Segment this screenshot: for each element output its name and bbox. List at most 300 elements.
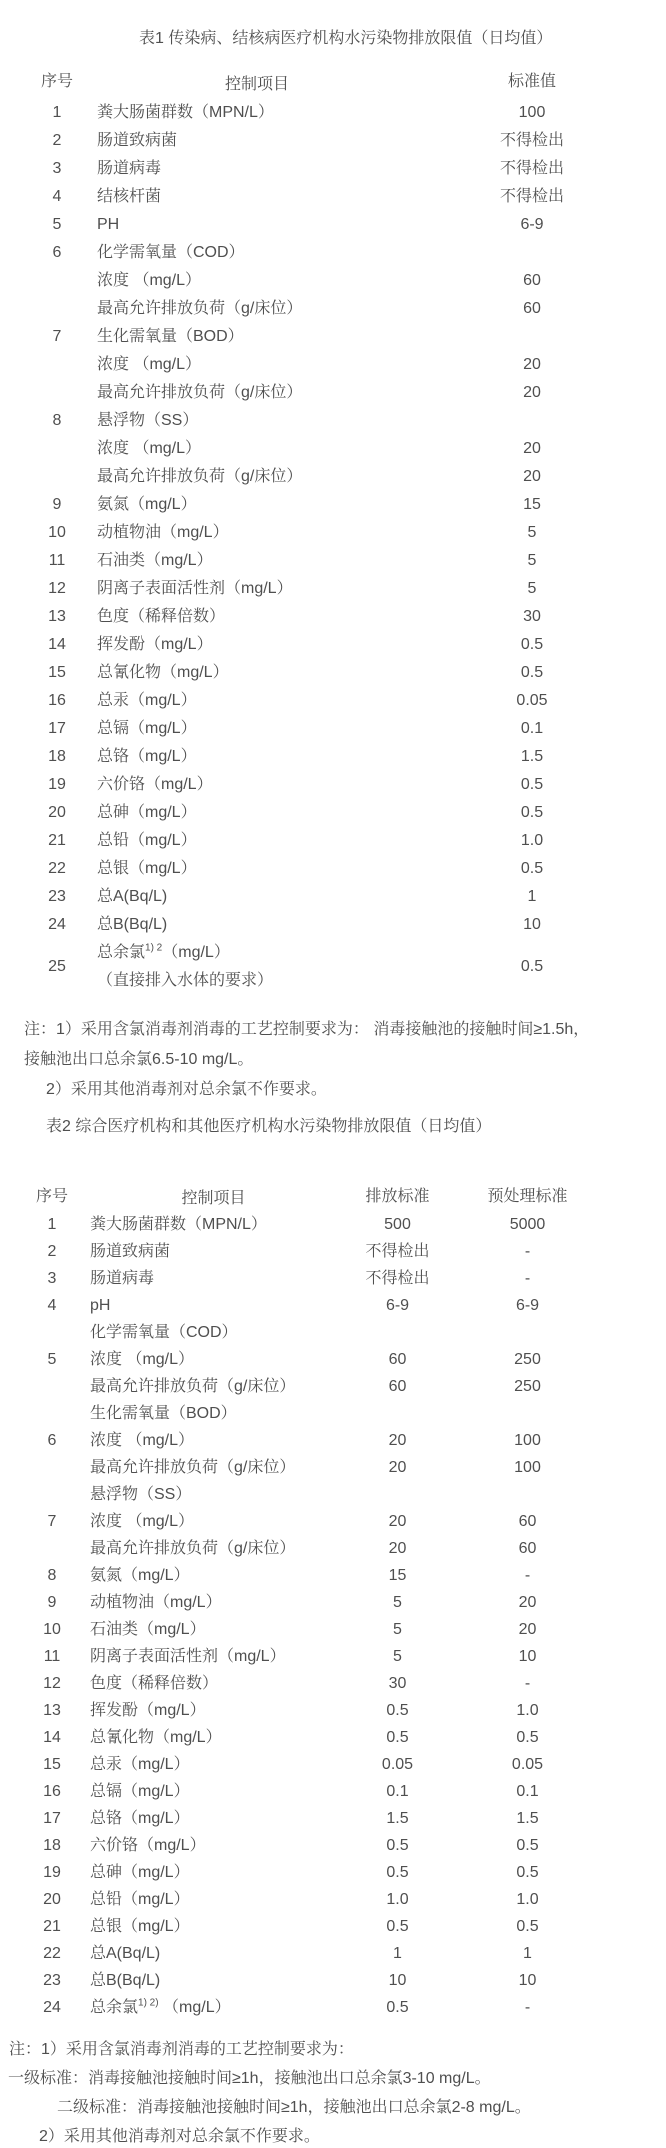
item-unit: （mg/L） (158, 1999, 231, 2016)
row-item (82, 1319, 345, 1346)
row-discharge-value: 15 (388, 1567, 407, 1584)
item-text: 化学需氧量（COD） (97, 244, 245, 261)
table-row (27, 435, 637, 463)
row-pretreatment-value: - (524, 1675, 531, 1692)
row-number: 12 (48, 580, 66, 597)
item-text: 浓度 （mg/L） (90, 1513, 195, 1530)
row-item (87, 911, 427, 939)
row-standard-value (427, 407, 637, 435)
table-row (27, 519, 637, 547)
item-text: 阴离子表面活性剂（mg/L） (90, 1648, 286, 1665)
row-standard-value: 0.5 (520, 958, 544, 975)
row-discharge-value: 0.05 (381, 1756, 414, 1773)
row-number: 16 (48, 692, 66, 709)
row-item (82, 1886, 345, 1913)
row-item (82, 1994, 345, 2021)
item-text: 氨氮（mg/L） (97, 496, 197, 513)
column-header: 控制项目 (224, 75, 289, 93)
table2-body (22, 1211, 605, 2021)
item-text: 最高允许排放负荷（g/床位） (90, 1459, 296, 1476)
table-row (22, 1994, 605, 2021)
row-item (87, 491, 427, 519)
row-item (82, 1643, 345, 1670)
row-number: 10 (48, 524, 66, 541)
row-item (82, 1913, 345, 1940)
row-discharge-value: 0.5 (386, 1729, 409, 1746)
item-text: 浓度 （mg/L） (90, 1351, 195, 1368)
item-text: 化学需氧量（COD） (90, 1324, 238, 1341)
row-item (82, 1535, 345, 1562)
row-number: 25 (48, 958, 66, 975)
row-standard-value: 1.0 (520, 832, 544, 849)
item-text: 肠道病毒 (97, 160, 162, 177)
row-standard-value: 1 (527, 888, 537, 905)
item-text: 总铬（mg/L） (97, 748, 197, 765)
table1-notes (0, 1015, 666, 1105)
item-text: 石油类（mg/L） (97, 552, 213, 569)
row-item (87, 239, 427, 267)
row-discharge-value: 不得检出 (365, 1270, 430, 1287)
item-text: 总镉（mg/L） (90, 1783, 190, 1800)
row-number (22, 1535, 82, 1562)
item-text: 六价铬（mg/L） (97, 776, 213, 793)
row-pretreatment-value: 60 (518, 1540, 537, 1557)
table-row (27, 295, 637, 323)
row-item (87, 211, 427, 239)
item-second-line: （直接排入水体的要求） (97, 972, 274, 989)
item-text: 总镉（mg/L） (97, 720, 197, 737)
row-number: 14 (43, 1729, 61, 1746)
row-item (87, 99, 427, 127)
row-standard-value: 60 (523, 272, 541, 289)
column-header: 预处理标准 (487, 1187, 568, 1205)
row-item (82, 1967, 345, 1994)
row-item (87, 743, 427, 771)
column-header: 标准值 (507, 73, 556, 90)
item-text: 最高允许排放负荷（g/床位） (97, 384, 303, 401)
row-item (82, 1400, 345, 1427)
row-discharge-value: 0.5 (386, 1918, 409, 1935)
table-row (22, 1373, 605, 1400)
row-discharge-value: 0.5 (386, 1837, 409, 1854)
row-standard-value: 6-9 (520, 216, 544, 233)
item-text: 结核杆菌 (97, 188, 162, 205)
row-discharge-value: 20 (388, 1459, 407, 1476)
item-text: 悬浮物（SS） (90, 1486, 192, 1503)
table-row (22, 1886, 605, 1913)
row-pretreatment-value: 1.0 (516, 1702, 539, 1719)
row-item (82, 1832, 345, 1859)
row-standard-value: 不得检出 (499, 188, 564, 205)
table-row (22, 1562, 605, 1589)
row-item (87, 463, 427, 491)
item-text: 总氰化物（mg/L） (97, 664, 229, 681)
item-text: 总余氯 (97, 944, 146, 961)
row-item (82, 1481, 345, 1508)
row-number: 19 (43, 1864, 61, 1881)
table1-title: 表1 传染病、结核病医疗机构水污染物排放限值（日均值） (139, 30, 553, 47)
row-pretreatment-value: 0.05 (511, 1756, 544, 1773)
table-row (27, 799, 637, 827)
row-item (87, 575, 427, 603)
table-row (22, 1832, 605, 1859)
row-item (82, 1940, 345, 1967)
row-item (87, 603, 427, 631)
table-row (22, 1643, 605, 1670)
table-row (22, 1697, 605, 1724)
table-row (27, 379, 637, 407)
table1-header-row (27, 65, 637, 99)
note-line: 接触池出口总余氯6.5-10 mg/L。 (24, 1051, 254, 1068)
table-row (22, 1724, 605, 1751)
item-unit: （mg/L） (162, 944, 230, 961)
row-item (82, 1724, 345, 1751)
row-discharge-value: 10 (388, 1972, 407, 1989)
row-number: 11 (48, 552, 66, 569)
row-pretreatment-value: 0.5 (516, 1864, 539, 1881)
table-row (27, 239, 637, 267)
row-discharge-value: 0.5 (386, 1864, 409, 1881)
row-discharge-value: 30 (388, 1675, 407, 1692)
row-standard-value: 0.1 (520, 720, 544, 737)
table-row (27, 407, 637, 435)
row-pretreatment-value: 1.0 (516, 1891, 539, 1908)
row-item (82, 1778, 345, 1805)
row-number: 8 (47, 1567, 57, 1584)
row-pretreatment-value: 1.5 (516, 1810, 539, 1827)
row-number: 5 (47, 1351, 57, 1368)
row-pretreatment-value: - (524, 1567, 531, 1584)
table-row (27, 183, 637, 211)
row-pretreatment-value: - (524, 1999, 531, 2016)
row-item (82, 1265, 345, 1292)
row-discharge-value: 0.5 (386, 1702, 409, 1719)
table-row (27, 575, 637, 603)
note-line: 注：1）采用含氯消毒剂消毒的工艺控制要求为： 消毒接触池的接触时间≥1.5h， (24, 1021, 590, 1038)
row-item (82, 1562, 345, 1589)
item-text: 浓度 （mg/L） (97, 272, 202, 289)
table-row (27, 155, 637, 183)
item-text: 总砷（mg/L） (90, 1864, 190, 1881)
row-number: 2 (47, 1243, 57, 1260)
table-row (27, 351, 637, 379)
row-standard-value: 5 (527, 580, 537, 597)
item-text: 总氰化物（mg/L） (90, 1729, 222, 1746)
item-text: 最高允许排放负荷（g/床位） (90, 1540, 296, 1557)
row-item (87, 715, 427, 743)
row-number: 2 (52, 132, 62, 149)
item-text: 浓度 （mg/L） (90, 1432, 195, 1449)
item-text: 石油类（mg/L） (90, 1621, 206, 1638)
item-text: 动植物油（mg/L） (90, 1594, 222, 1611)
row-pretreatment-value (450, 1400, 605, 1427)
row-discharge-value: 60 (388, 1351, 407, 1368)
row-discharge-value: 5 (393, 1648, 402, 1665)
row-standard-value: 1.5 (520, 748, 544, 765)
table-row (27, 267, 637, 295)
row-standard-value: 0.5 (520, 860, 544, 877)
row-item (87, 799, 427, 827)
row-standard-value: 20 (523, 356, 541, 373)
table-row (22, 1616, 605, 1643)
table-row (22, 1481, 605, 1508)
item-text: 肠道致病菌 (97, 132, 178, 149)
row-item (87, 127, 427, 155)
row-number: 20 (48, 804, 66, 821)
row-number: 8 (52, 412, 62, 429)
item-text: 浓度 （mg/L） (97, 440, 202, 457)
row-number (27, 295, 87, 323)
row-discharge-value: 5 (393, 1594, 402, 1611)
row-number: 13 (48, 608, 66, 625)
item-text: 总银（mg/L） (90, 1918, 190, 1935)
table-row (27, 911, 637, 939)
row-number: 23 (43, 1972, 61, 1989)
row-standard-value: 5 (527, 524, 537, 541)
item-text: 六价铬（mg/L） (90, 1837, 206, 1854)
row-discharge-value: 20 (388, 1540, 407, 1557)
row-standard-value: 0.5 (520, 804, 544, 821)
row-number (22, 1454, 82, 1481)
row-discharge-value: 1 (393, 1945, 402, 1962)
row-pretreatment-value: 1 (523, 1945, 532, 1962)
table2-header (22, 1181, 605, 1211)
table1-header (27, 65, 637, 99)
row-number (27, 379, 87, 407)
row-standard-value: 30 (523, 608, 541, 625)
row-item (87, 323, 427, 351)
table-row (27, 855, 637, 883)
item-text: 悬浮物（SS） (97, 412, 199, 429)
item-text: 生化需氧量（BOD） (90, 1405, 237, 1422)
row-discharge-value (345, 1481, 450, 1508)
table-row (22, 1589, 605, 1616)
row-number: 16 (43, 1783, 61, 1800)
item-text: 挥发酚（mg/L） (97, 636, 213, 653)
item-text: 肠道病毒 (90, 1270, 155, 1287)
item-text: 色度（稀释倍数） (90, 1675, 219, 1692)
table-row (27, 211, 637, 239)
table-row (27, 547, 637, 575)
row-discharge-value (345, 1319, 450, 1346)
row-pretreatment-value: 20 (518, 1621, 537, 1638)
table-row (27, 99, 637, 127)
row-item (82, 1427, 345, 1454)
row-standard-value: 不得检出 (499, 160, 564, 177)
row-number: 13 (43, 1702, 61, 1719)
row-item (87, 267, 427, 295)
row-number: 4 (52, 188, 62, 205)
row-item (82, 1454, 345, 1481)
row-number: 9 (52, 496, 62, 513)
row-discharge-value: 不得检出 (365, 1243, 430, 1260)
row-number: 3 (52, 160, 62, 177)
table-row (27, 939, 637, 995)
table-row (22, 1940, 605, 1967)
row-number: 6 (47, 1432, 57, 1449)
item-text: 氨氮（mg/L） (90, 1567, 190, 1584)
table-row (22, 1211, 605, 1238)
item-text: PH (97, 216, 120, 233)
table-row (27, 827, 637, 855)
row-item (87, 351, 427, 379)
table-row (22, 1346, 605, 1373)
row-number: 23 (48, 888, 66, 905)
table-row (27, 491, 637, 519)
table-row (22, 1967, 605, 1994)
column-header: 序号 (40, 73, 73, 90)
row-pretreatment-value: 100 (514, 1459, 541, 1476)
row-number: 7 (52, 328, 62, 345)
table-row (22, 1670, 605, 1697)
item-text: 最高允许排放负荷（g/床位） (97, 300, 303, 317)
row-number: 22 (48, 860, 66, 877)
row-item (82, 1751, 345, 1778)
row-item (82, 1373, 345, 1400)
column-header: 排放标准 (365, 1187, 430, 1205)
row-standard-value (427, 323, 637, 351)
note-line: 2）采用其他消毒剂对总余氯不作要求。 (39, 2128, 320, 2145)
row-pretreatment-value: 60 (518, 1513, 537, 1530)
row-number: 24 (48, 916, 66, 933)
item-text: pH (90, 1297, 111, 1314)
row-item (87, 435, 427, 463)
row-pretreatment-value: - (524, 1243, 531, 1260)
table-row (27, 603, 637, 631)
row-number: 21 (48, 832, 66, 849)
column-header: 控制项目 (181, 1189, 246, 1207)
row-pretreatment-value (450, 1481, 605, 1508)
table-row (27, 883, 637, 911)
table-row (22, 1427, 605, 1454)
row-number: 14 (48, 636, 66, 653)
row-number: 18 (48, 748, 66, 765)
table-row (27, 743, 637, 771)
row-standard-value: 0.5 (520, 664, 544, 681)
column-header: 序号 (35, 1187, 68, 1205)
row-number: 10 (43, 1621, 61, 1638)
row-discharge-value: 6-9 (385, 1297, 410, 1314)
row-item (82, 1616, 345, 1643)
row-item (87, 183, 427, 211)
row-pretreatment-value: 0.1 (516, 1783, 539, 1800)
row-number: 7 (47, 1513, 57, 1530)
row-number (27, 267, 87, 295)
row-item (87, 771, 427, 799)
row-item (87, 855, 427, 883)
row-item (82, 1670, 345, 1697)
item-text: 总铅（mg/L） (97, 832, 197, 849)
row-pretreatment-value: 250 (514, 1378, 541, 1395)
table-row (22, 1400, 605, 1427)
table-row (22, 1292, 605, 1319)
table-row (27, 771, 637, 799)
row-number: 5 (52, 216, 62, 233)
row-number (22, 1400, 82, 1427)
table-row (22, 1535, 605, 1562)
row-number (27, 463, 87, 491)
row-number: 24 (43, 1999, 61, 2016)
row-number (27, 351, 87, 379)
note-line: 一级标准：消毒接触池接触时间≥1h，接触池出口总余氯3-10 mg/L。 (8, 2070, 491, 2087)
row-number (22, 1373, 82, 1400)
row-standard-value: 不得检出 (499, 132, 564, 149)
item-text: 总B(Bq/L) (90, 1972, 161, 1989)
table-row (22, 1508, 605, 1535)
note-line: 二级标准：消毒接触池接触时间≥1h，接触池出口总余氯2-8 mg/L。 (57, 2099, 531, 2116)
row-item (87, 295, 427, 323)
row-discharge-value: 20 (388, 1513, 407, 1530)
item-text: 生化需氧量（BOD） (97, 328, 244, 345)
item-text: 总银（mg/L） (97, 860, 197, 877)
note-line: 注：1）采用含氯消毒剂消毒的工艺控制要求为： (9, 2041, 354, 2058)
row-standard-value: 100 (518, 104, 546, 121)
table-row (22, 1805, 605, 1832)
row-discharge-value: 500 (384, 1216, 411, 1233)
table-row (22, 1238, 605, 1265)
item-text: 浓度 （mg/L） (97, 356, 202, 373)
table-row (22, 1751, 605, 1778)
row-number: 11 (43, 1648, 61, 1665)
row-item (82, 1805, 345, 1832)
item-text: 总A(Bq/L) (90, 1945, 161, 1962)
item-text: 最高允许排放负荷（g/床位） (90, 1378, 296, 1395)
row-item (87, 687, 427, 715)
table-row (22, 1859, 605, 1886)
item-text: 总铬（mg/L） (90, 1810, 190, 1827)
row-standard-value: 60 (523, 300, 541, 317)
row-item (82, 1238, 345, 1265)
table2 (22, 1181, 605, 2021)
row-discharge-value: 5 (393, 1621, 402, 1638)
row-number: 12 (43, 1675, 61, 1692)
row-standard-value: 0.05 (516, 692, 548, 709)
row-standard-value: 5 (527, 552, 537, 569)
row-number: 22 (43, 1945, 61, 1962)
item-text: 总B(Bq/L) (97, 916, 168, 933)
note-line: 2）采用其他消毒剂对总余氯不作要求。 (46, 1081, 327, 1098)
item-text: 色度（稀释倍数） (97, 608, 226, 625)
item-text: 总余氯 (90, 1999, 139, 2016)
row-item (82, 1859, 345, 1886)
row-number: 17 (48, 720, 66, 737)
row-item (82, 1211, 345, 1238)
row-pretreatment-value: 250 (514, 1351, 541, 1368)
row-number: 15 (48, 664, 66, 681)
row-number: 4 (47, 1297, 57, 1314)
row-number: 1 (47, 1216, 57, 1233)
table-row (27, 631, 637, 659)
row-item (87, 407, 427, 435)
table-row (27, 463, 637, 491)
row-item (82, 1508, 345, 1535)
row-pretreatment-value: 100 (514, 1432, 541, 1449)
row-pretreatment-value: 6-9 (515, 1297, 540, 1314)
row-standard-value: 20 (523, 468, 541, 485)
row-standard-value: 20 (523, 440, 541, 457)
item-text: 粪大肠菌群数（MPN/L） (97, 104, 274, 121)
row-standard-value (427, 239, 637, 267)
row-item (82, 1589, 345, 1616)
row-number: 1 (52, 104, 62, 121)
row-standard-value: 15 (523, 496, 541, 513)
row-pretreatment-value: 0.5 (516, 1837, 539, 1854)
row-number (22, 1481, 82, 1508)
row-number: 21 (43, 1918, 61, 1935)
row-number: 3 (47, 1270, 57, 1287)
row-item (87, 659, 427, 687)
row-pretreatment-value: 10 (518, 1972, 537, 1989)
